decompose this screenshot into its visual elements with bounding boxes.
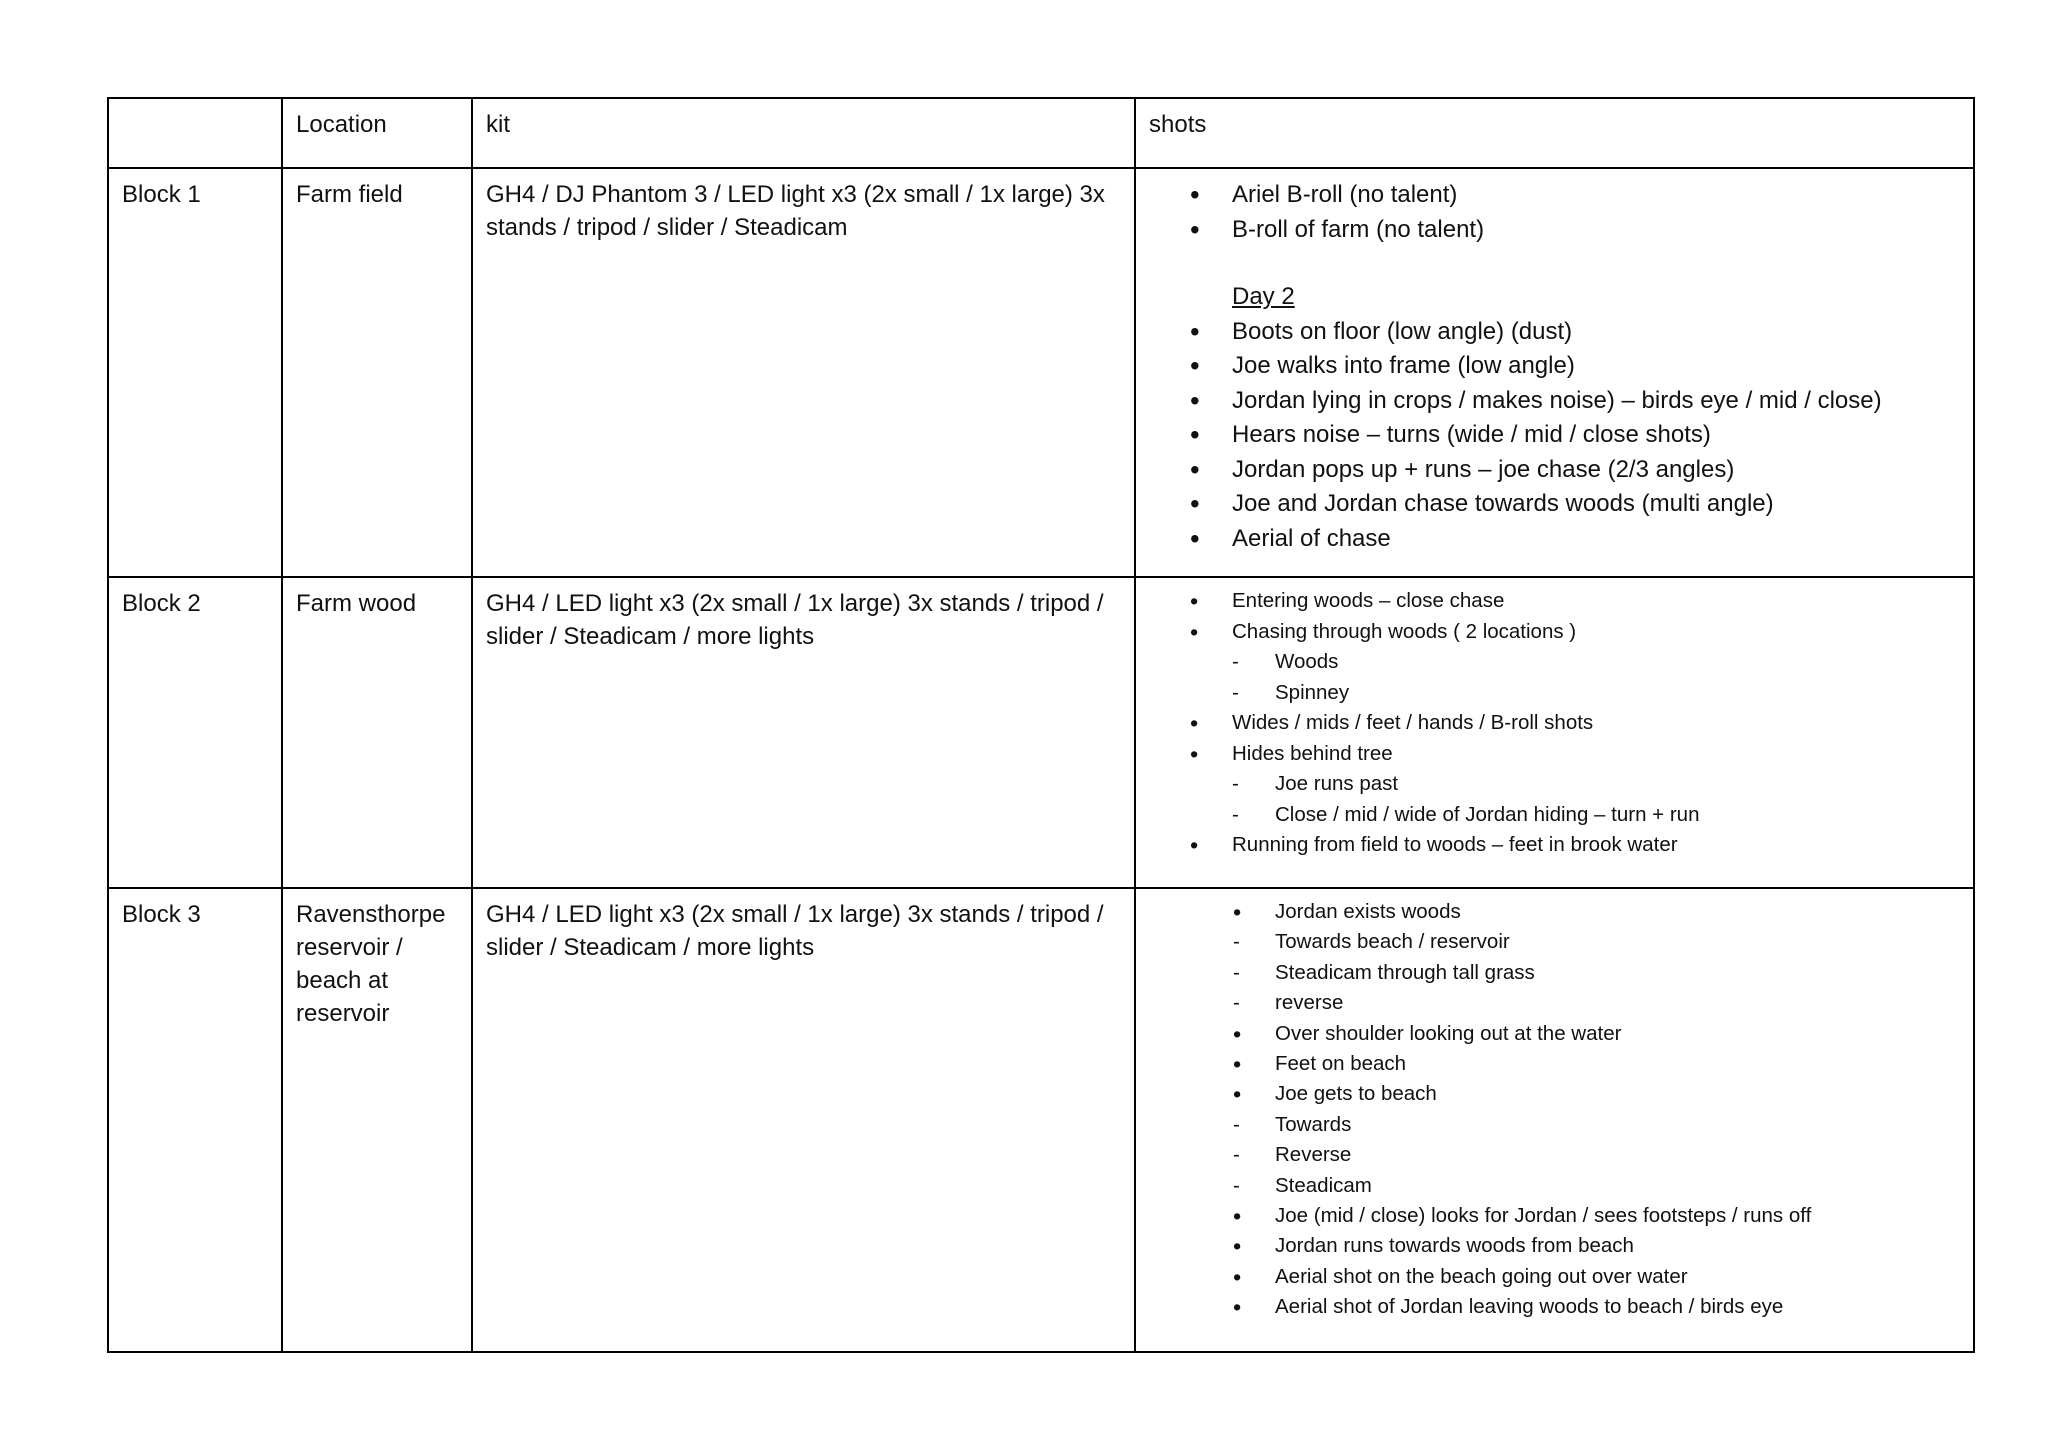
list-item: • Feet on beach	[1275, 1049, 1961, 1079]
list-item: • B-roll of farm (no talent)	[1232, 213, 1961, 248]
block-label: Block 2	[122, 590, 201, 617]
sub-list-item: - Reverse	[1275, 1140, 1961, 1170]
kit-text: GH4 / DJ Phantom 3 / LED light x3 (2x small / 1x large) 3x stands / tripod / slider / Steadicam	[486, 181, 1105, 241]
list-item: • Jordan runs towards woods from beach	[1275, 1231, 1961, 1261]
header-block	[109, 99, 281, 108]
header-shots: shots	[1149, 111, 1207, 138]
list-item: • Wides / mids / feet / hands / B-roll shots	[1232, 708, 1961, 739]
header-shots-cell	[1135, 98, 1974, 168]
list-item: • Running from field to woods – feet in brook water	[1232, 830, 1961, 861]
sub-list-item: - Towards beach / reservoir	[1275, 927, 1961, 957]
header-row	[108, 98, 1974, 168]
shots-list	[1232, 178, 1961, 556]
location-cell	[282, 168, 472, 577]
list-item: • Aerial shot of Jordan leaving woods to beach / birds eye	[1275, 1292, 1961, 1322]
list-item: • Joe (mid / close) looks for Jordan / sees footsteps / runs off	[1275, 1201, 1961, 1231]
list-item: • Joe walks into frame (low angle)	[1232, 349, 1961, 384]
list-item: • Hears noise – turns (wide / mid / close shots)	[1232, 418, 1961, 453]
table-row-block-3	[108, 888, 1974, 1352]
shots-cell	[1135, 888, 1974, 1352]
kit-text: GH4 / LED light x3 (2x small / 1x large) 3x stands / tripod / slider / Steadicam / more lights	[486, 901, 1104, 961]
list-item: • Aerial shot on the beach going out over water	[1275, 1262, 1961, 1292]
list-item: • Jordan lying in crops / makes noise) – birds eye / mid / close)	[1232, 384, 1961, 419]
table-row-block-2	[108, 577, 1974, 888]
sub-list-item: - Steadicam	[1275, 1171, 1961, 1201]
location-text: Ravensthorpe reservoir / beach at reservoir	[296, 901, 446, 1027]
block-cell	[108, 577, 282, 888]
shots-list	[1275, 897, 1961, 1323]
location-cell	[282, 577, 472, 888]
list-item: • Joe gets to beach	[1275, 1079, 1961, 1109]
list-item: • Aerial of chase	[1232, 522, 1961, 557]
list-item: • Over shoulder looking out at the water	[1275, 1019, 1961, 1049]
sub-list-item: - Steadicam through tall grass	[1275, 958, 1961, 988]
location-text: Farm wood	[296, 590, 417, 617]
header-kit-cell	[472, 98, 1135, 168]
header-kit: kit	[486, 111, 510, 138]
day-subheading: Day 2	[1232, 283, 1295, 310]
kit-cell	[472, 168, 1135, 577]
list-item: • Joe and Jordan chase towards woods (multi angle)	[1232, 487, 1961, 522]
list-item: • Hides behind tree	[1232, 739, 1961, 770]
list-item: • Boots on floor (low angle) (dust)	[1232, 315, 1961, 350]
block-label: Block 3	[122, 901, 201, 928]
spacer	[1232, 247, 1961, 280]
kit-text: GH4 / LED light x3 (2x small / 1x large) 3x stands / tripod / slider / Steadicam / more lights	[486, 590, 1104, 650]
block-label: Block 1	[122, 181, 201, 208]
list-item: • Chasing through woods ( 2 locations )	[1232, 617, 1961, 648]
shots-list	[1232, 586, 1961, 861]
list-item: • Jordan exists woods	[1275, 897, 1961, 927]
header-location-cell	[282, 98, 472, 168]
list-item: • Entering woods – close chase	[1232, 586, 1961, 617]
block-cell	[108, 888, 282, 1352]
list-item: • Ariel B-roll (no talent)	[1232, 178, 1961, 213]
location-cell	[282, 888, 472, 1352]
kit-cell	[472, 888, 1135, 1352]
header-block-cell	[108, 98, 282, 168]
sub-list-item: - Joe runs past	[1232, 769, 1961, 800]
shots-cell	[1135, 168, 1974, 577]
sub-list-item: - Towards	[1275, 1110, 1961, 1140]
kit-cell	[472, 577, 1135, 888]
shot-plan-table	[107, 97, 1975, 1353]
sub-list-item: - Spinney	[1232, 678, 1961, 709]
list-item: • Jordan pops up + runs – joe chase (2/3 angles)	[1232, 453, 1961, 488]
header-location: Location	[296, 111, 387, 138]
location-text: Farm field	[296, 181, 403, 208]
block-cell	[108, 168, 282, 577]
sub-list-item: - Woods	[1232, 647, 1961, 678]
sub-list-item: - reverse	[1275, 988, 1961, 1018]
shots-cell	[1135, 577, 1974, 888]
table-row-block-1	[108, 168, 1974, 577]
sub-list-item: - Close / mid / wide of Jordan hiding – turn + run	[1232, 800, 1961, 831]
